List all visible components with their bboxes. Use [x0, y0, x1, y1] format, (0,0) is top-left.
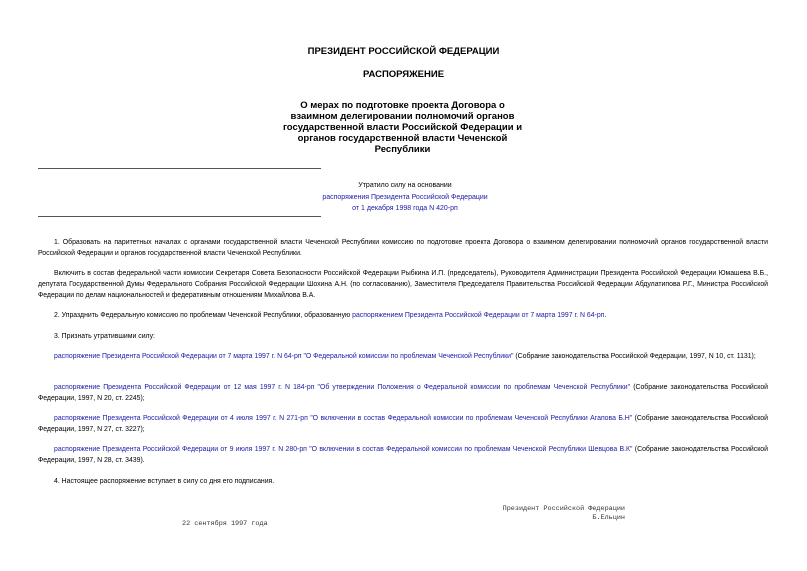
signature-position: Президент Российской Федерации [502, 505, 625, 513]
status-note [300, 180, 510, 215]
document-type-heading: РАСПОРЯЖЕНИЕ [362, 69, 445, 80]
repeal-link-line2[interactable]: от 1 декабря 1998 года N 420-рп [352, 205, 458, 212]
paragraph-2-end: . [604, 312, 607, 319]
repealed-item-4-source: (Собрание законодательства Российской Федерации, 1997, N 28, ст. 3439). [38, 446, 768, 464]
paragraph-3: 3. Признать утратившими силу: [54, 333, 155, 340]
repealed-item-2 [38, 382, 768, 404]
paragraph-1: 1. Образовать на паритетных началах с органами государственной власти Чеченской Республики комиссию по подготовке проекта Договора о взаимном делегировании полномочий органов государственной власти Российской Федерации и органов государственной власти Чеченской Республики. [38, 239, 768, 257]
issuer-heading: ПРЕЗИДЕНТ РОССИЙСКОЙ ФЕДЕРАЦИИ [307, 46, 500, 57]
paragraph-2 [38, 310, 768, 321]
repealed-item-4 [38, 444, 768, 466]
paragraph-4: 4. Настоящее распоряжение вступает в силу со дня его подписания. [54, 478, 275, 485]
repeal-link-line1[interactable]: распоряжения Президента Российской Федерации [322, 193, 488, 201]
repealed-order-280-link[interactable]: распоряжение Президента Российской Федерации от 9 июля 1997 г. N 280-рп "О включении в состав Федеральной комиссии по проблемам Чеченской Республики Шевцова В.К" [54, 446, 633, 453]
repealed-order-184-link[interactable]: распоряжение Президента Российской Федерации от 12 мая 1997 г. N 184-рп "Об утверждении Положения о Федеральной комиссии по проблемам Чеченской Республики" [54, 384, 631, 391]
repealed-item-1-source: (Собрание законодательства Российской Федерации, 1997, N 10, ст. 1131); [513, 353, 756, 360]
document-title: О мерах по подготовке проекта Договора о взаимном делегировании полномочий органов государственной власти Российской Федерации и органов государственной власти Чеченской Республики [282, 100, 523, 155]
repealed-order-64-link[interactable]: распоряжение Президента Российской Федерации от 7 марта 1997 г. N 64-рп "О Федеральной комиссии по проблемам Чеченской Республики" [54, 353, 514, 360]
order-64-link[interactable]: распоряжением Президента Российской Федерации от 7 марта 1997 г. N 64-рп [352, 312, 605, 319]
bottom-divider [38, 216, 321, 217]
repealed-item-3 [38, 413, 768, 435]
top-divider [38, 168, 321, 169]
repealed-order-271-link[interactable]: распоряжение Президента Российской Федерации от 4 июля 1997 г. N 271-рп "О включении в состав Федеральной комиссии по проблемам Чеченской Республики Агапова Б.Н" [54, 415, 633, 422]
paragraph-2-text: 2. Упразднить Федеральную комиссию по проблемам Чеченской Республики, образованную [54, 312, 353, 319]
paragraph-commission-members: Включить в состав федеральной части комиссии Секретаря Совета Безопасности Российской Федерации Рыбкина И.П. (председатель), Руководителя Администрации Президента Российской Федерации Юмашева В.Б., депутата Государственной Думы Федерального Собрания Российской Федерации Шохина А.Н. (по согласованию), Заместителя Председателя Правительства Российской Федерации Абдулатипова Р.Г., Министра Российской Федерации по делам национальностей и федеративным отношениям Михайлова В.А. [38, 270, 768, 299]
status-note-text: Утратило силу на основании [358, 182, 452, 189]
repealed-item-1 [38, 351, 768, 362]
repealed-item-2-source: (Собрание законодательства Российской Федерации, 1997, N 20, ст. 2245); [38, 384, 768, 402]
repealed-item-3-source: (Собрание законодательства Российской Федерации, 1997, N 27, ст. 3227); [38, 415, 768, 433]
signature-name: Б.Ельцин [592, 514, 625, 522]
signature-date: 22 сентября 1997 года [182, 520, 268, 528]
